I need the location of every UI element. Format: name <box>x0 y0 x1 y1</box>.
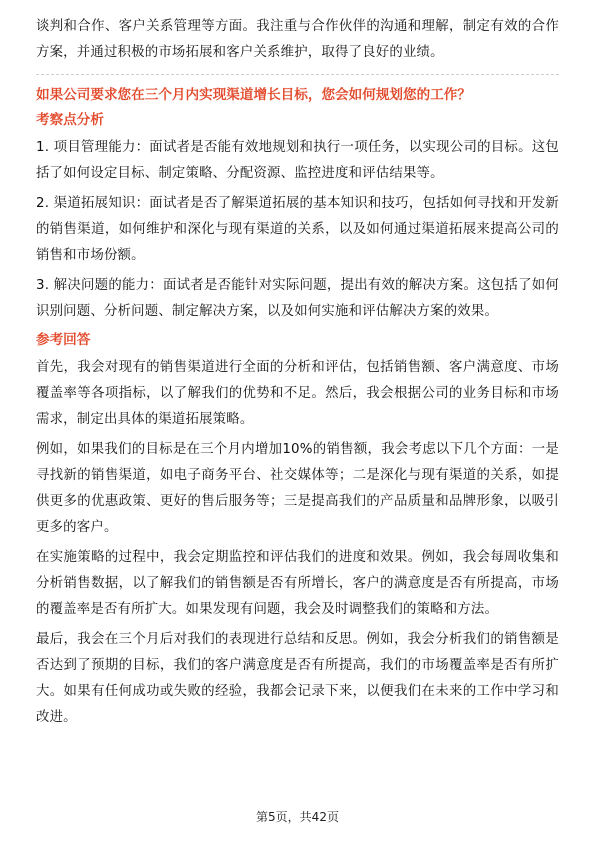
answer-paragraph: 首先，我会对现有的销售渠道进行全面的分析和评估，包括销售额、客户满意度、市场覆盖率等各项指标，以了解我们的优势和不足。然后，我会根据公司的业务目标和市场需求，制定出具体的渠道拓展策略。 <box>36 360 559 427</box>
page-number: 第5页，共42页 <box>256 810 339 824</box>
analysis-item: 3. 解决问题的能力：面试者是否能针对实际问题，提出有效的解决方案。这包括了如何识别问题、分析问题、制定解决方案，以及如何实施和评估解决方案的效果。 <box>36 278 559 319</box>
analysis-item: 2. 渠道拓展知识：面试者是否了解渠道拓展的基本知识和技巧，包括如何寻找和开发新的销售渠道，如何维护和深化与现有渠道的关系，以及如何通过渠道拓展来提高公司的销售和市场份额。 <box>36 196 559 263</box>
answer-paragraph: 例如，如果我们的目标是在三个月内增加10%的销售额，我会考虑以下几个方面：一是寻找新的销售渠道，如电子商务平台、社交媒体等；二是深化与现有渠道的关系，如提供更多的优惠政策、更好的售后服务等；三是提高我们的产品质量和品牌形象，以吸引更多的客户。 <box>36 442 559 535</box>
section-divider <box>36 74 559 75</box>
analysis-item: 1. 项目管理能力：面试者是否能有效地规划和执行一项任务，以实现公司的目标。这包括了如何设定目标、制定策略、分配资源、监控进度和评估结果等。 <box>36 140 559 181</box>
intro-paragraph: 谈判和合作、客户关系管理等方面。我注重与合作伙伴的沟通和理解，制定有效的合作方案，并通过积极的市场拓展和客户关系维护，取得了良好的业绩。 <box>36 19 559 60</box>
answer-paragraph: 在实施策略的过程中，我会定期监控和评估我们的进度和效果。例如，我会每周收集和分析销售数据，以了解我们的销售额是否有所增长，客户的满意度是否有所提高，市场的覆盖率是否有所扩大。如果发现有问题，我会及时调整我们的策略和方法。 <box>36 550 559 617</box>
answer-heading: 参考回答 <box>36 332 91 348</box>
interview-question: 如果公司要求您在三个月内实现渠道增长目标，您会如何规划您的工作？ <box>36 87 471 103</box>
analysis-heading: 考察点分析 <box>36 112 104 128</box>
answer-paragraph: 最后，我会在三个月后对我们的表现进行总结和反思。例如，我会分析我们的销售额是否达到了预期的目标，我们的客户满意度是否有所提高，我们的市场覆盖率是否有所扩大。如果有任何成功或失败的经验，我都会记录下来，以便我们在未来的工作中学习和改进。 <box>36 632 559 725</box>
